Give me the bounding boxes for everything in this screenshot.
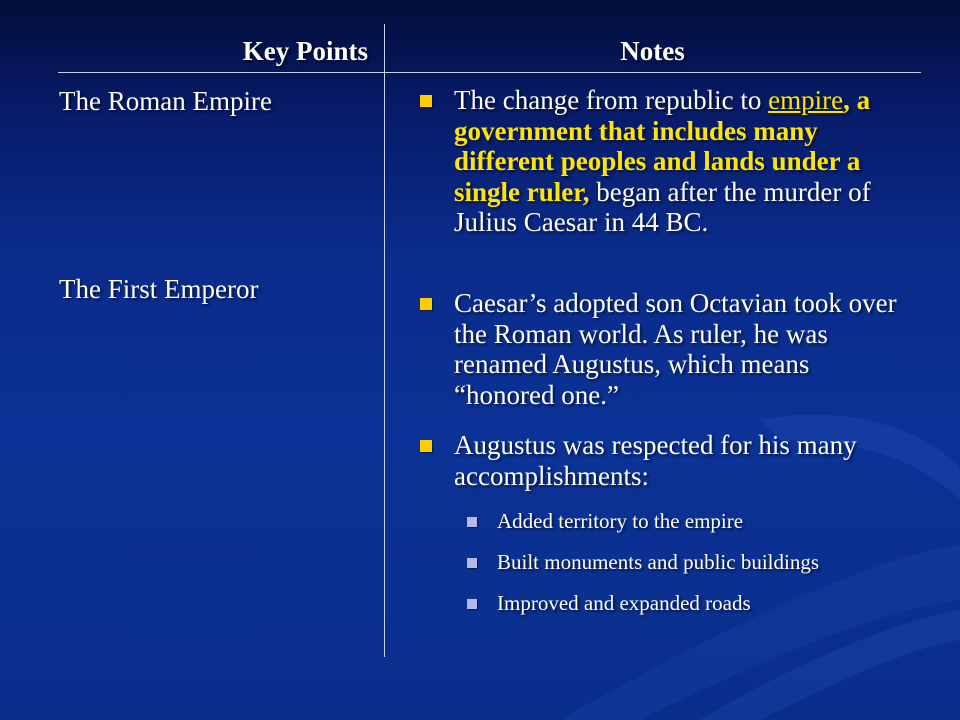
- header-underline: [58, 72, 921, 73]
- column-divider: [384, 24, 385, 657]
- term-definition: , a government that includes many different peoples and lands under a single ruler,: [454, 85, 871, 207]
- key-term-empire: empire: [768, 85, 844, 115]
- note-text: Augustus was respected for his many accomplishments:: [454, 430, 857, 491]
- sub-item-text: Built monuments and public buildings: [497, 550, 819, 574]
- square-sub-bullet-icon: [467, 599, 477, 609]
- sub-item-roads: [467, 590, 751, 616]
- sub-item-text: Added territory to the empire: [497, 509, 744, 533]
- sub-item-text: Improved and expanded roads: [497, 591, 751, 615]
- square-bullet-icon: [420, 298, 432, 310]
- notes-header: Notes: [620, 36, 685, 66]
- square-bullet-icon: [420, 440, 432, 452]
- key-point-roman-empire: The Roman Empire: [59, 86, 272, 116]
- sub-item-monuments: [467, 549, 819, 575]
- square-sub-bullet-icon: [467, 558, 477, 568]
- note-text: Caesar’s adopted son Octavian took over the Roman world. As ruler, he was renamed Augustus, which means “honored one.”: [454, 288, 897, 410]
- key-point-first-emperor: The First Emperor: [59, 274, 259, 304]
- sub-item-territory: [467, 508, 743, 534]
- key-points-header: Key Points: [242, 36, 368, 66]
- square-sub-bullet-icon: [467, 517, 477, 527]
- note-empire-change: [420, 85, 910, 238]
- square-bullet-icon: [420, 95, 432, 107]
- note-text: The change from republic to empire, a government that includes many different peoples and lands under a single ruler, began after the murder of Julius Caesar in 44 BC.: [454, 85, 871, 237]
- note-augustus-respected: [420, 430, 910, 491]
- note-octavian: [420, 288, 910, 410]
